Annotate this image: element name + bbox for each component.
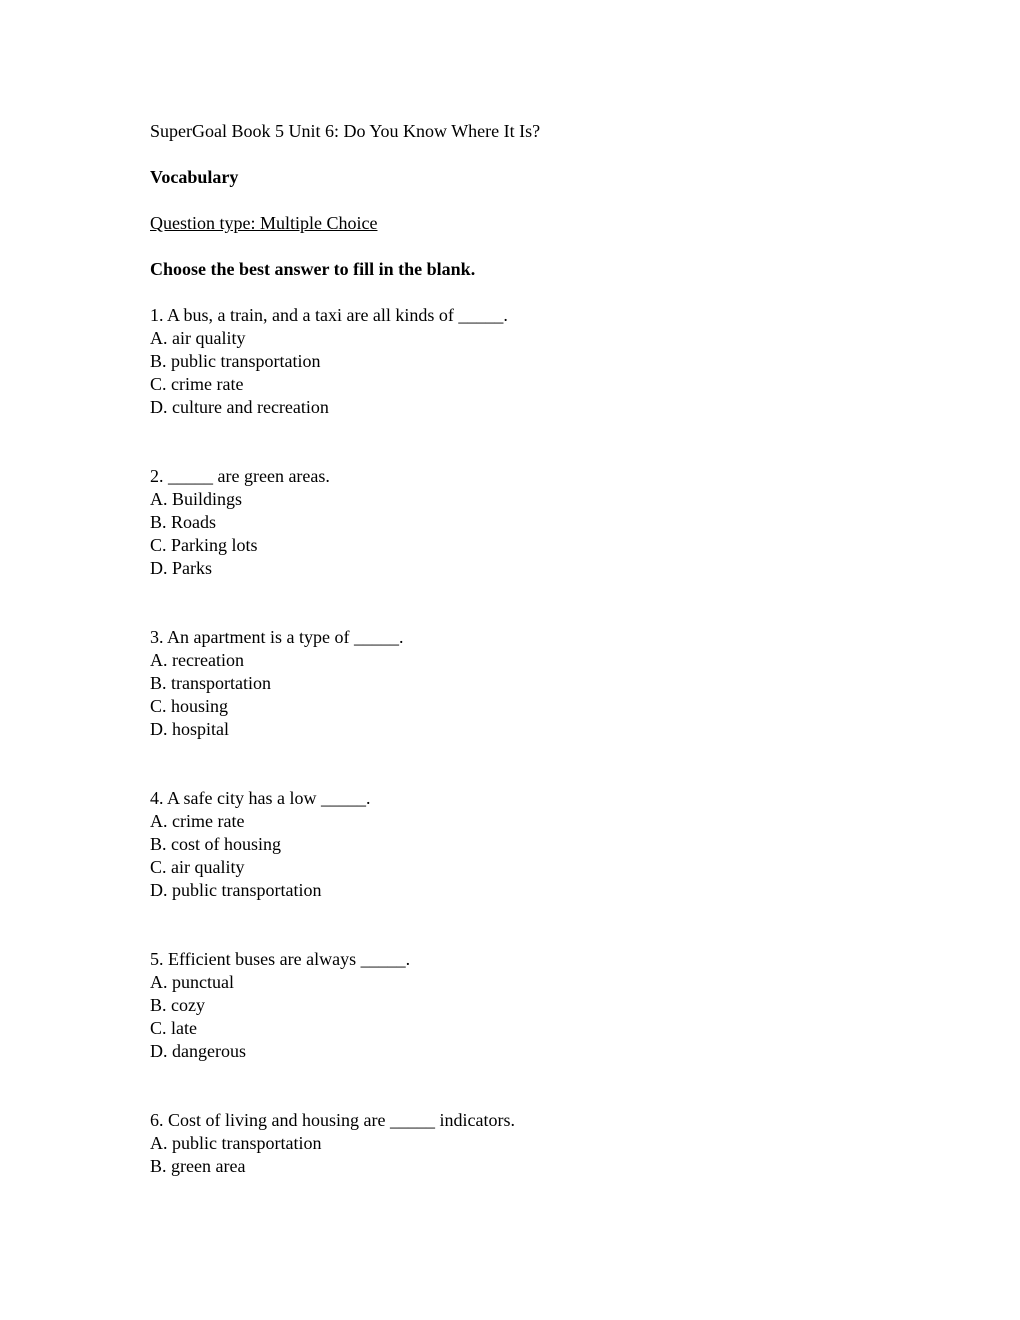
answer-option: D. culture and recreation (150, 397, 329, 417)
section-heading: Vocabulary (150, 167, 239, 187)
answer-option: D. hospital (150, 719, 229, 739)
answer-option: D. dangerous (150, 1041, 246, 1061)
document-title: SuperGoal Book 5 Unit 6: Do You Know Where It Is? (150, 121, 541, 141)
answer-option: D. Parks (150, 558, 212, 578)
question-stem: 6. Cost of living and housing are _____ indicators. (150, 1110, 515, 1130)
answer-option: B. Roads (150, 512, 217, 532)
answer-option: C. air quality (150, 857, 245, 877)
answer-option: C. crime rate (150, 374, 244, 394)
question-4 (150, 787, 910, 902)
question-6 (150, 1109, 910, 1178)
answer-option: A. Buildings (150, 489, 243, 509)
answer-option: A. crime rate (150, 811, 245, 831)
question-stem: 1. A bus, a train, and a taxi are all kinds of _____. (150, 305, 508, 325)
answer-option: C. housing (150, 696, 229, 716)
answer-option: A. punctual (150, 972, 234, 992)
question-stem: 4. A safe city has a low _____. (150, 788, 371, 808)
question-5 (150, 948, 910, 1063)
instructions: Choose the best answer to fill in the blank. (150, 259, 476, 279)
question-stem: 3. An apartment is a type of _____. (150, 627, 404, 647)
answer-option: A. recreation (150, 650, 244, 670)
answer-option: B. green area (150, 1156, 246, 1176)
answer-option: D. public transportation (150, 880, 322, 900)
answer-option: B. cost of housing (150, 834, 282, 854)
answer-option: B. cozy (150, 995, 205, 1015)
question-3 (150, 626, 910, 741)
answer-option: A. air quality (150, 328, 246, 348)
answer-option: C. late (150, 1018, 197, 1038)
answer-option: A. public transportation (150, 1133, 322, 1153)
question-stem: 5. Efficient buses are always _____. (150, 949, 411, 969)
answer-option: B. public transportation (150, 351, 321, 371)
answer-option: B. transportation (150, 673, 271, 693)
answer-option: C. Parking lots (150, 535, 258, 555)
question-2 (150, 465, 910, 580)
question-stem: 2. _____ are green areas. (150, 466, 330, 486)
question-type-label: Question type: Multiple Choice (150, 213, 378, 233)
document-page (150, 120, 910, 1178)
question-1 (150, 304, 910, 419)
